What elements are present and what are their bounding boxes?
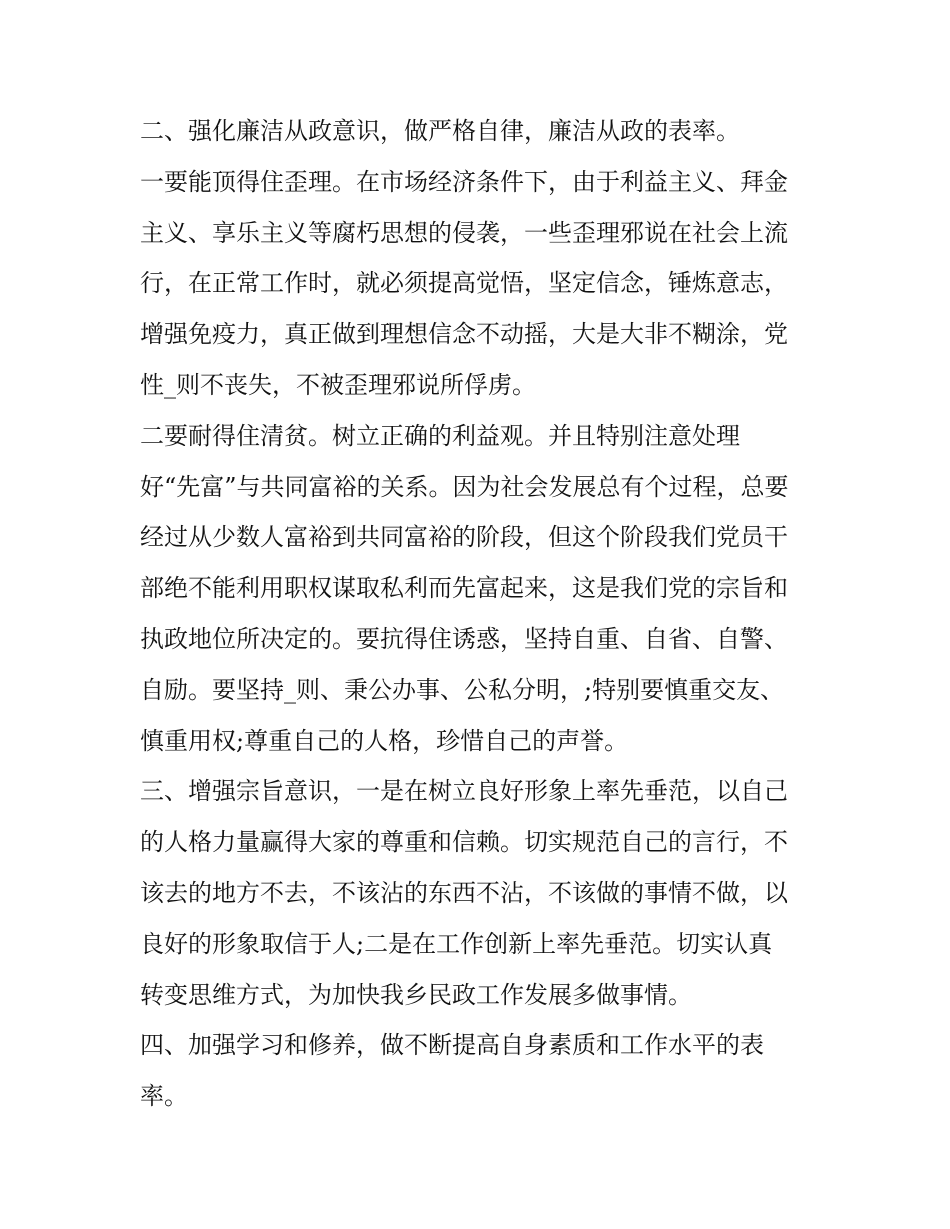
text-line: 的人格力量赢得大家的尊重和信赖。切实规范自己的言行，不 [140,828,788,857]
text-line: 性_则不丧失，不被歪理邪说所俘虏。 [140,370,536,399]
text-line: 转变思维方式，为加快我乡民政工作发展多做事情。 [140,980,692,1009]
text-line: 率。 [140,1082,188,1111]
text-line: 主义、享乐主义等腐朽思想的侵袭，一些歪理邪说在社会上流 [140,218,788,247]
text-line: 好“先富”与共同富裕的关系。因为社会发展总有个过程，总要 [140,472,789,501]
text-line: 该去的地方不去，不该沾的东西不沾，不该做的事情不做，以 [140,878,788,907]
text-line: 自励。要坚持_则、秉公办事、公私分明，;特别要慎重交友、 [140,675,785,704]
text-line: 二、强化廉洁从政意识，做严格自律，廉洁从政的表率。 [140,117,740,145]
text-line: 部绝不能利用职权谋取私利而先富起来，这是我们党的宗旨和 [140,574,788,603]
text-line: 二要耐得住清贫。树立正确的利益观。并且特别注意处理 [140,421,740,450]
text-line: 执政地位所决定的。要抗得住诱惑，坚持自重、自省、自警、 [140,624,788,653]
text-line: 一要能顶得住歪理。在市场经济条件下，由于利益主义、拜金 [140,167,788,196]
text-line: 行，在正常工作时，就必须提高觉悟，坚定信念，锤炼意志， [140,269,788,298]
text-line: 经过从少数人富裕到共同富裕的阶段，但这个阶段我们党员干 [140,523,788,552]
text-line: 慎重用权;尊重自己的人格，珍惜自己的声誉。 [140,726,629,755]
text-line: 增强免疫力，真正做到理想信念不动摇，大是大非不糊涂，党 [140,320,788,349]
text-line: 三、增强宗旨意识，一是在树立良好形象上率先垂范，以自己 [140,777,788,806]
text-line: 良好的形象取信于人;二是在工作创新上率先垂范。切实认真 [140,929,773,958]
document-body [140,106,820,1122]
text-line: 四、加强学习和修养，做不断提高自身素质和工作水平的表 [140,1031,764,1060]
